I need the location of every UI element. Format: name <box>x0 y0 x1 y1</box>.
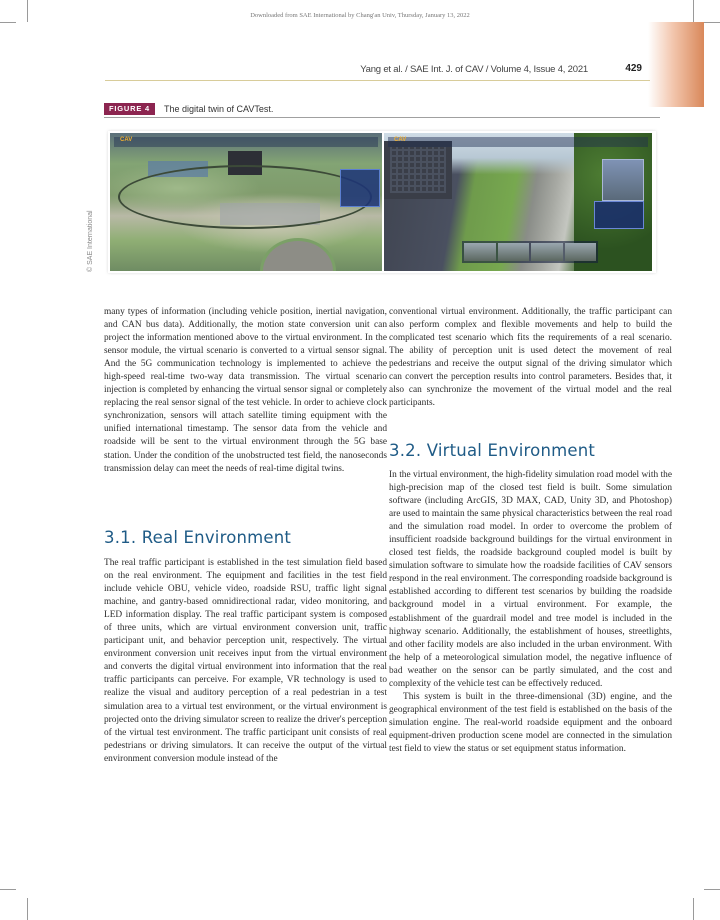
building-shape <box>384 141 452 199</box>
paragraph: In the virtual environment, the high-fidelity simulation road model with the high-precision map of the closed test field is built. Some simulation software (including ArcGIS, 3D MAX, CAD, Unity 3D, and Photoshop) are used to maintain the same physical characteristics between the real road and the simulation road model. In order to overcome the problem of insufficient roadside background buildings for the virtual environment in closed test fields, the roadside background coupled model is built by simulation software to simulate how the roadside facilities of CAV sensors respond in the real environment. The corresponding roadside background is established according to different test scenarios by building the roadside background model in a virtual environment. For example, the establishment of the guardrail model and tree model is included in the highway scenario. Additionally, the establishment of houses, streetlights, and other facility models are also included in the urban environment. With the help of a meteorological simulation model, the negative influence of bad weather on the sensor can be partly simulated, and the cost and complexity of the vehicle test can be effectively reduced. <box>389 470 672 689</box>
crop-mark <box>693 898 694 920</box>
page-corner-tab <box>648 22 704 107</box>
paragraph: conventional virtual environment. Additionally, the traffic participant can also perform complex and flexible movements and help to build the complicated test scenario which fits the requirements of a real scenario. The ability of perception unit is used detect the movement of real pedestrians and receive the output signal of the driving simulator which can convert the perception results into control parameters. Besides that, it also can synchronize the movement of the virtual model and the real participants. <box>389 307 672 409</box>
sim-toolbar <box>114 137 378 147</box>
page-number: 429 <box>625 63 642 74</box>
sensor-thumbnail-strip <box>462 241 598 263</box>
paragraph: This system is built in the three-dimensional (3D) engine, and the geographical environment of the test field is established on the basis of the simulation engine. The real-world roadside equipment and the onboard equipment-driven production scene model are connected in the simulation test field to view the status or set equipment status information. <box>389 691 672 754</box>
figure-image <box>108 131 656 273</box>
body-column-left <box>104 306 387 476</box>
camera-view-panel <box>602 159 644 201</box>
hud-info-panel <box>340 169 380 207</box>
sensor-thumbnail <box>498 243 530 261</box>
cav-logo: CAV <box>120 137 133 143</box>
figure-panel-road-view <box>384 133 652 271</box>
sensor-thumbnail <box>464 243 496 261</box>
paragraph: The real traffic participant is established in the test simulation field based on the real environment. The equipment and facilities in the test field include vehicle OBU, vehicle video, roadside RSU, traffic light signal machine, and gantry-based omnidirectional radar, video monitoring, and LED information display. The real traffic participant system is composed of three units, which are virtual environment conversion unit, traffic participant unit, and behavior perception unit, respectively. The virtual environment conversion unit receives input from the virtual environment and converts the digital virtual environment into information that the real traffic participants can perceive. For example, VR technology is used to realize the visual and auditory perception of a real pedestrian in a test simulation area to a virtual test environment, or the virtual environment is projected onto the driving simulator screen to realize the driver's perception of the virtual test environment. The traffic participant unit consists of real pedestrians or driving simulators. It can receive the output of the virtual environment conversion module instead of the <box>104 558 387 764</box>
section-heading-real-environment: 3.1. Real Environment <box>104 528 292 547</box>
paragraph: many types of information (including vehicle position, inertial navigation, and CAN bus data). Additionally, the motion state conversion unit can project the information mentioned above to the virtual environment. In the sensor module, the virtual scenario is converted to a virtual sensor signal. And the 5G communication technology is implemented to achieve the high-speed real-time two-way data transmission. The virtual scenario injection is completed by enhancing the virtual sensor signal or completely replacing the real sensor signal of the test vehicle. In order to achieve clock synchronization, sensors will attach satellite timing equipment with the unified international timestamp. The sensor data from the vehicle and roadside will be sent to the virtual environment through the 5G base station. Under the condition of the unobstructed test field, the nanoseconds transmission delay can meet the needs of real-time digital twins. <box>104 307 387 474</box>
body-column-left-section <box>104 557 387 766</box>
dome-structure <box>260 238 336 271</box>
sim-toolbar <box>388 137 648 147</box>
crop-mark <box>704 889 720 890</box>
body-column-right <box>389 306 672 410</box>
cav-logo: CAV <box>394 137 407 143</box>
crop-mark <box>0 22 16 23</box>
vehicle-info-panel <box>594 201 644 229</box>
test-track-ring <box>118 165 372 229</box>
crop-mark <box>704 22 720 23</box>
section-heading-virtual-environment: 3.2. Virtual Environment <box>389 441 596 460</box>
figure-panel-birdseye <box>110 133 382 271</box>
crop-mark <box>27 898 28 920</box>
figure-credit: © SAE International <box>87 210 94 272</box>
journal-citation: Yang et al. / SAE Int. J. of CAV / Volume 4, Issue 4, 2021 <box>360 64 588 75</box>
download-notice: Downloaded from SAE International by Chang'an Univ, Thursday, January 13, 2022 <box>250 12 470 19</box>
sensor-thumbnail <box>531 243 563 261</box>
body-column-right-section <box>389 469 672 756</box>
figure-caption <box>104 103 660 118</box>
sensor-thumbnail <box>565 243 597 261</box>
crop-mark <box>0 889 16 890</box>
figure-title: The digital twin of CAVTest. <box>164 104 274 114</box>
figure-label: FIGURE 4 <box>104 103 155 115</box>
running-header <box>105 62 650 81</box>
